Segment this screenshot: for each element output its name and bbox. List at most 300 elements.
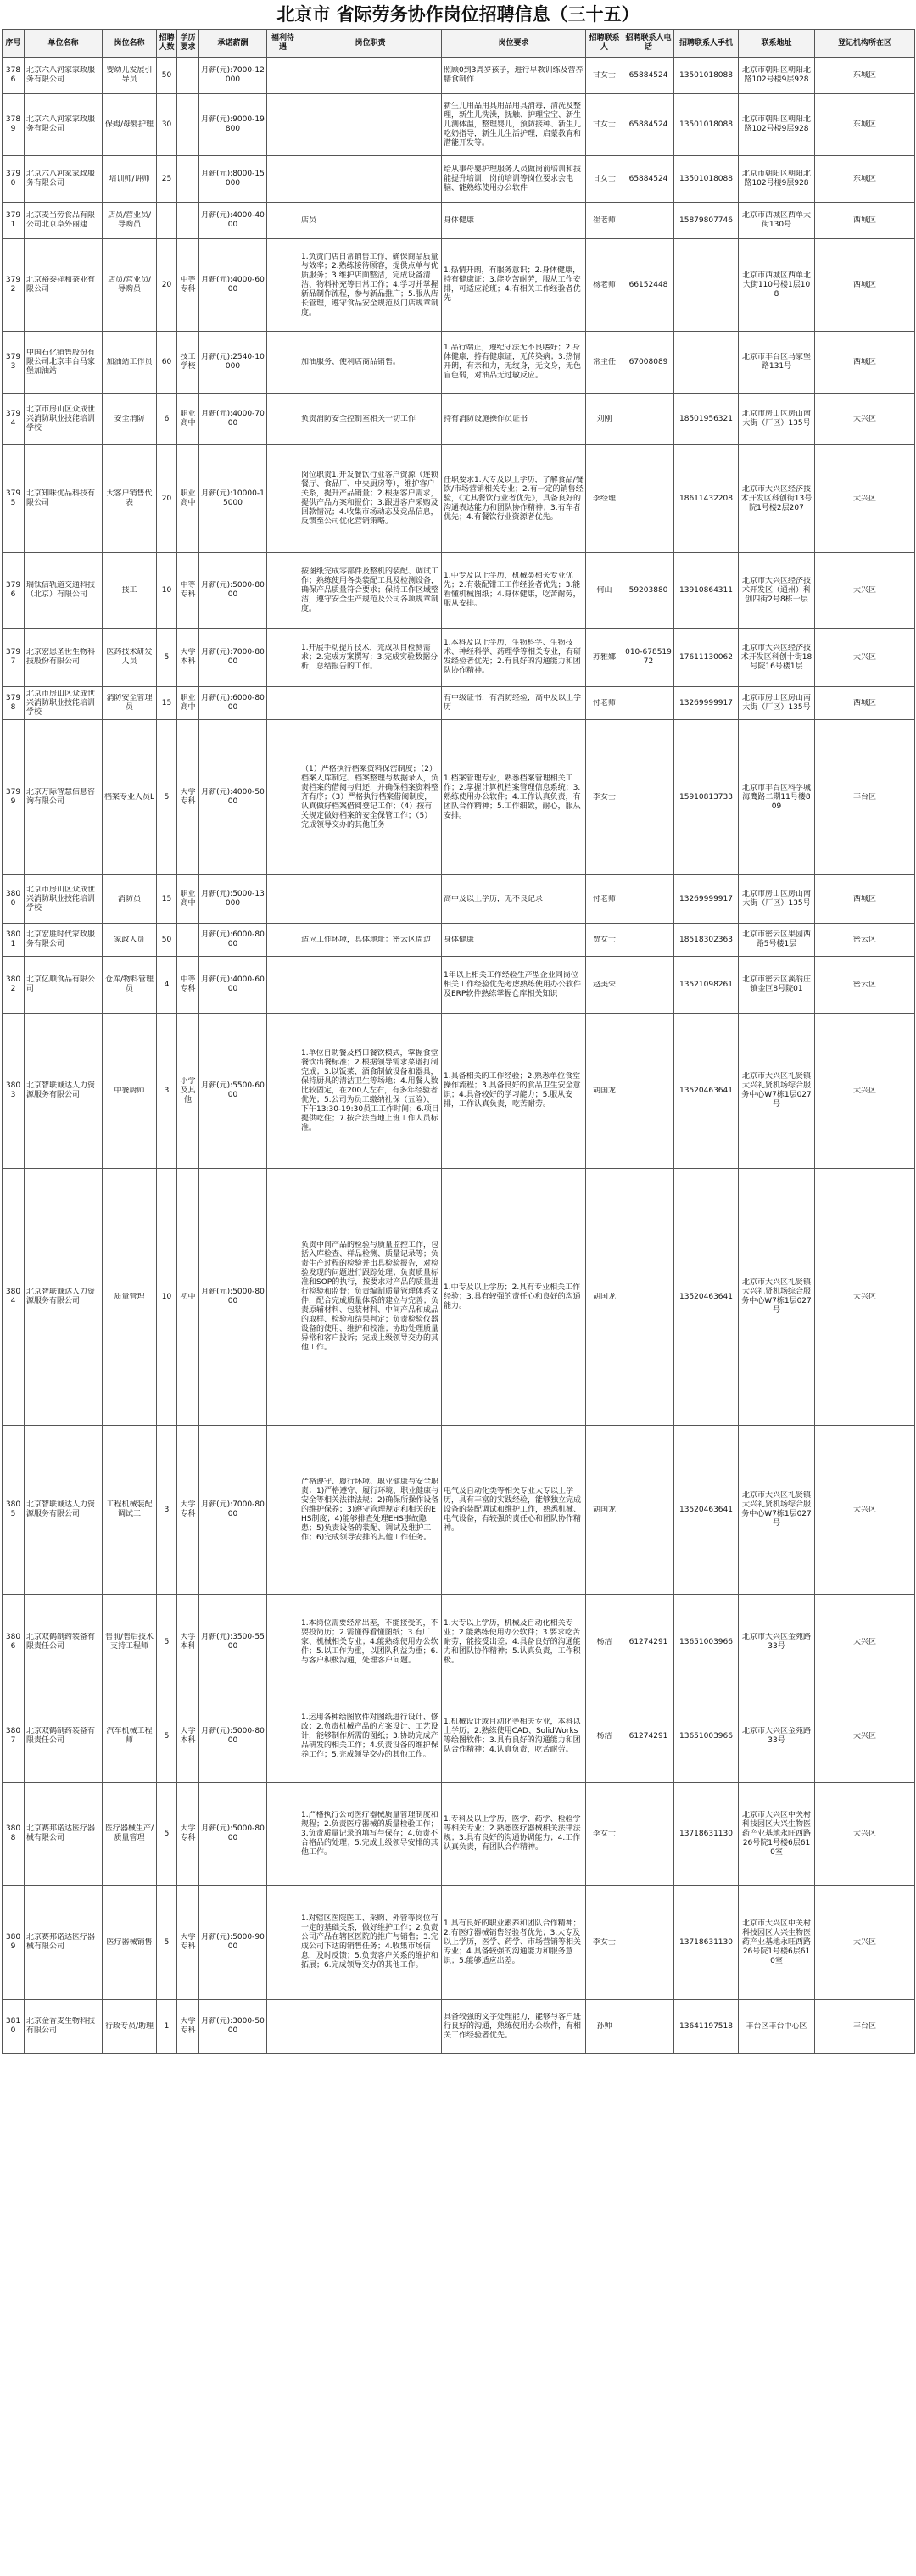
salary-text: 月薪(元):7000-12000: [201, 66, 265, 84]
education: [177, 156, 199, 203]
salary-text: 月薪(元):9000-19800: [201, 115, 265, 133]
company-name-text: 北京双鹤制药装备有限责任公司: [26, 1633, 96, 1651]
company-name-text: 北京金香麦生物科技有限公司: [26, 2017, 96, 2035]
welfare: [267, 239, 299, 332]
district: [815, 553, 915, 629]
education: [177, 924, 199, 957]
header-cell: 招聘联系人电话: [623, 30, 674, 58]
district: [815, 629, 915, 687]
contact-name-text: 苏雅娜: [592, 652, 616, 662]
job-duty-text: 岗位职责1.开发餐饮行业客户资源（连锁餐厅、食品厂、中央厨房等），维护客户关系，提升产品销量；2.根据客户需求，提供产品方案和报价；3.跟进客户采购及回款情况；4.收集市场动态及竞品信息，反馈至公司优化营销策略。: [301, 471, 438, 526]
job-duty: [299, 332, 442, 394]
position-name: [103, 2000, 157, 2054]
education-text: 小学及其他: [180, 1076, 196, 1104]
job-duty: [299, 1595, 442, 1690]
table-row: [3, 629, 915, 687]
contact-address: [739, 156, 815, 203]
salary: [199, 203, 267, 239]
salary-text: 月薪(元):4000-6000: [201, 276, 265, 293]
district: [815, 1426, 915, 1595]
education: [177, 1595, 199, 1690]
contact-address-text: 北京市大兴区经济技术开发区科创十街18号院16号楼1层: [740, 643, 813, 671]
hire-count-text: 5: [164, 1731, 170, 1741]
contact-mobile: [674, 1783, 739, 1886]
row-id-text: 3794: [5, 410, 21, 427]
job-duty-text: 1.开展手动提片技术，完成项目检测需求；2.完成方案撰写；3.完成实验数据分析，总结报告的工作。: [301, 643, 438, 671]
company-name-text: 北京宏恩圣世生物科技股份有限公司: [26, 648, 96, 666]
contact-address: [739, 1595, 815, 1690]
position-name: [103, 1595, 157, 1690]
position-name: [103, 687, 157, 720]
contact-tel: [623, 1169, 674, 1426]
position-name: [103, 58, 157, 94]
contact-address: [739, 2000, 815, 2054]
district: [815, 1690, 915, 1783]
job-requirement-text: 1.具备相关的工作经验；2.熟悉单位食堂操作流程；3.具备良好的食品卫生安全意识；4.具备较好的学习能力；5.服从安排，工作认真负责，吃苦耐劳。: [444, 1072, 581, 1109]
salary: [199, 394, 267, 445]
table-header-row: [3, 30, 915, 58]
salary-text: 月薪(元):5500-6000: [201, 1081, 265, 1099]
page-title: 北京市 省际劳务协作岗位招聘信息（三十五）: [276, 3, 640, 25]
contact-address-text: 北京市朝阳区朝阳北路102号楼9层928: [741, 66, 811, 84]
position-name: [103, 394, 157, 445]
education-text: 大学专科: [180, 1933, 196, 1951]
job-requirement-text: 持有消防设施操作员证书: [444, 414, 528, 423]
company-name-text: 北京双鹤制药装备有限责任公司: [26, 1727, 96, 1745]
header-cell: 学历要求: [177, 30, 199, 58]
company-name: [25, 94, 103, 156]
education-text: 中等专科: [180, 276, 196, 293]
job-duty: [299, 239, 442, 332]
salary-text: 月薪(元):4000-4000: [201, 211, 265, 229]
contact-name-text: 崔老师: [592, 215, 616, 225]
job-duty-text: 适应工作环境，具体地址：密云区周边: [301, 935, 432, 944]
position-name-text: 医疗器械生产/质量管理: [104, 1824, 154, 1842]
contact-address-text: 北京市朝阳区朝阳北路102号楼9层928: [741, 170, 811, 187]
salary-text: 月薪(元):7000-8000: [201, 648, 265, 666]
contact-name: [586, 2000, 623, 2054]
job-requirement: [442, 445, 586, 553]
welfare: [267, 553, 299, 629]
job-duty-text: 加油服务、便利店商品销售。: [301, 357, 401, 366]
salary: [199, 1595, 267, 1690]
contact-name: [586, 1014, 623, 1169]
job-requirement-text: 身体健康: [444, 215, 475, 225]
education: [177, 94, 199, 156]
row-id-text: 3806: [5, 1633, 21, 1651]
contact-name-text: 甘女士: [592, 70, 616, 80]
education: [177, 332, 199, 394]
salary: [199, 1886, 267, 2000]
contact-mobile-text: 13521098261: [679, 980, 733, 989]
row-id: [3, 1886, 25, 2000]
job-duty: [299, 1690, 442, 1783]
contact-address-text: 北京市丰台区马家堡路131号: [741, 353, 811, 371]
company-name: [25, 1690, 103, 1783]
welfare: [267, 687, 299, 720]
hire-count-text: 15: [161, 894, 172, 903]
job-requirement: [442, 1886, 586, 2000]
company-name: [25, 1426, 103, 1595]
contact-mobile-text: 13501018088: [679, 70, 733, 80]
welfare: [267, 1886, 299, 2000]
salary-text: 月薪(元):6000-8000: [201, 694, 265, 712]
position-name-text: 档案专业人员L: [104, 792, 154, 802]
row-id: [3, 924, 25, 957]
contact-name: [586, 394, 623, 445]
contact-address: [739, 394, 815, 445]
company-name-text: 北京市房山区众成世兴消防职业技能培训学校: [26, 885, 96, 913]
contact-address-text: 北京市大兴区金苑路33号: [741, 1633, 811, 1651]
contact-name-text: 杨老师: [592, 280, 616, 289]
contact-mobile: [674, 94, 739, 156]
position-name: [103, 875, 157, 924]
position-name-text: 工程机械装配调试工: [106, 1500, 153, 1518]
contact-name-text: 付老师: [592, 894, 616, 903]
district-text: 西城区: [852, 698, 876, 707]
company-name-text: 北京市房山区众成世兴消防职业技能培训学校: [26, 689, 96, 717]
hire-count-text: 25: [161, 174, 172, 183]
job-duty-text: 店员: [301, 215, 317, 225]
contact-address: [739, 957, 815, 1014]
job-requirement: [442, 2000, 586, 2054]
contact-mobile-text: 13651003966: [679, 1637, 733, 1646]
company-name: [25, 687, 103, 720]
district-text: 西城区: [852, 280, 876, 289]
row-id: [3, 203, 25, 239]
hire-count: [157, 94, 177, 156]
district-text: 大兴区: [852, 585, 876, 595]
job-duty: [299, 957, 442, 1014]
hire-count-text: 15: [161, 698, 172, 707]
company-name: [25, 1783, 103, 1886]
company-name: [25, 1595, 103, 1690]
district: [815, 875, 915, 924]
row-id: [3, 1783, 25, 1886]
contact-address: [739, 875, 815, 924]
position-name-text: 加油站工作员: [106, 357, 153, 366]
contact-mobile-text: 13718631130: [679, 1937, 733, 1947]
hire-count: [157, 1886, 177, 2000]
position-name: [103, 1783, 157, 1886]
district: [815, 1169, 915, 1426]
header-cell: 单位名称: [25, 30, 103, 58]
contact-name: [586, 332, 623, 394]
row-id-text: 3789: [5, 115, 21, 133]
position-name: [103, 720, 157, 875]
contact-mobile-text: 13651003966: [679, 1731, 733, 1741]
salary: [199, 1169, 267, 1426]
row-id-text: 3803: [5, 1081, 21, 1099]
position-name: [103, 1426, 157, 1595]
education: [177, 203, 199, 239]
company-name-text: 北京六八河家家政服务有限公司: [26, 115, 96, 133]
district-text: 西城区: [852, 357, 876, 366]
district-text: 东城区: [852, 174, 876, 183]
contact-address: [739, 58, 815, 94]
company-name-text: 北京麦当劳食品有限公司北京阜外丽建: [26, 211, 96, 229]
contact-tel-text: 61274291: [628, 1637, 668, 1646]
position-name-text: 店员/营业员/导购员: [107, 276, 152, 293]
company-name: [25, 720, 103, 875]
contact-mobile-text: 17611130062: [679, 652, 733, 662]
row-id-text: 3797: [5, 648, 21, 666]
district-text: 西城区: [852, 894, 876, 903]
contact-tel: [623, 394, 674, 445]
contact-mobile-text: 13520463641: [679, 1086, 733, 1095]
job-duty-text: 1.单位自助餐及档口餐饮模式，掌握食堂餐饮出餐标准；2.根据领导需求菜谱打制完成；3.以饭菜、酒食制做设备和器具，保持厨具的清洁卫生等场地；4.用餐人数比较固定，在200人左右，有多年经验者优先；5.公司为员工缴纳社保（五险）、下午13:30-19:30员工工作时间；6.项目提供吃住；7.按合法当地上班工作人员标准。: [301, 1048, 439, 1132]
salary: [199, 875, 267, 924]
hire-count: [157, 203, 177, 239]
header-cell: 序号: [3, 30, 25, 58]
contact-mobile-text: 18501956321: [679, 414, 733, 423]
contact-tel: [623, 957, 674, 1014]
district: [815, 720, 915, 875]
salary-text: 月薪(元):3500-5500: [201, 1633, 265, 1651]
district-text: 西城区: [852, 215, 876, 225]
table-row: [3, 2000, 915, 2054]
contact-name-text: 赵美荣: [592, 980, 616, 989]
position-name-text: 仓库/物料管理员: [104, 975, 154, 993]
contact-tel-text: 61274291: [628, 1731, 668, 1741]
contact-tel-text: 010-67851972: [625, 648, 672, 666]
district-text: 东城区: [852, 120, 876, 129]
position-name-text: 质量管理: [114, 1292, 145, 1301]
education-text: 职业高中: [180, 694, 196, 712]
contact-mobile: [674, 156, 739, 203]
table-row: [3, 203, 915, 239]
job-duty-text: 负责消防安全控制室相关一切工作: [301, 414, 416, 423]
job-requirement: [442, 687, 586, 720]
contact-mobile-text: 13718631130: [679, 1829, 733, 1838]
company-name-text: 北京智联诚达人力资源服务有限公司: [26, 1288, 96, 1305]
job-duty: [299, 720, 442, 875]
job-requirement-text: 新生儿用品用具用品用具消毒，清洗及整理，新生儿洗澡，抚触、护理宝宝、新生儿测体温，整理婴儿，预防接种、新生儿吃奶指导，新生儿生活护理，启蒙教育和潜能开发等。: [444, 101, 582, 148]
position-name-text: 店员/营业员/导购员: [107, 211, 152, 229]
education-text: 大学专科: [180, 788, 196, 806]
job-requirement-text: 任职要求1.大专及以上学历，了解食品/餐饮/市场营销相关专业；2.有一定的销售经验，《尤其餐饮行业者优先》，具备良好的沟通表达能力和团队协作精神；3.有车者优先；4.有餐饮行业资源者优先。: [444, 475, 584, 522]
district: [815, 94, 915, 156]
position-name: [103, 1690, 157, 1783]
contact-tel: [623, 203, 674, 239]
job-duty-text: 1.严格执行公司医疗器械质量管理制度和规程；2.负责医疗器械的质量检验工作；3.负责质量记录的填写与保存；4.负责不合格品的处理；5.完成上级领导安排的其他工作。: [301, 1810, 438, 1857]
hire-count-text: 20: [161, 494, 172, 503]
welfare: [267, 156, 299, 203]
district-text: 大兴区: [852, 1829, 876, 1838]
education: [177, 875, 199, 924]
welfare: [267, 1169, 299, 1426]
table-row: [3, 553, 915, 629]
education: [177, 1169, 199, 1426]
contact-address: [739, 239, 815, 332]
table-row: [3, 1014, 915, 1169]
contact-address: [739, 1886, 815, 2000]
row-id-text: 3798: [5, 694, 21, 712]
position-name-text: 中餐厨师: [114, 1086, 145, 1095]
contact-mobile: [674, 1886, 739, 2000]
contact-name: [586, 1169, 623, 1426]
hire-count-text: 5: [164, 652, 170, 662]
contact-tel: [623, 239, 674, 332]
district: [815, 2000, 915, 2054]
company-name: [25, 1169, 103, 1426]
job-duty: [299, 1426, 442, 1595]
job-duty: [299, 156, 442, 203]
contact-name-text: 甘女士: [592, 120, 616, 129]
hire-count: [157, 1426, 177, 1595]
table-row: [3, 394, 915, 445]
contact-mobile: [674, 957, 739, 1014]
position-name: [103, 239, 157, 332]
position-name-text: 消防员: [117, 894, 141, 903]
position-name: [103, 203, 157, 239]
table-row: [3, 1426, 915, 1595]
hire-count-text: 1: [164, 2021, 170, 2031]
company-name-text: 北京智联诚达人力资源服务有限公司: [26, 1081, 96, 1099]
contact-name: [586, 875, 623, 924]
contact-name: [586, 1886, 623, 2000]
welfare: [267, 394, 299, 445]
company-name: [25, 445, 103, 553]
table-row: [3, 1690, 915, 1783]
company-name-text: 北京知味优品科技有限公司: [26, 489, 96, 507]
hire-count: [157, 1690, 177, 1783]
job-requirement: [442, 924, 586, 957]
contact-address: [739, 1690, 815, 1783]
hire-count: [157, 2000, 177, 2054]
job-duty: [299, 1169, 442, 1426]
salary: [199, 2000, 267, 2054]
education-text: 职业高中: [180, 489, 196, 507]
hire-count-text: 10: [161, 585, 172, 595]
row-id: [3, 687, 25, 720]
hire-count-text: 50: [161, 935, 172, 944]
company-name: [25, 1886, 103, 2000]
hire-count-text: 3: [164, 1505, 170, 1514]
hire-count: [157, 1169, 177, 1426]
contact-name: [586, 957, 623, 1014]
education: [177, 1783, 199, 1886]
contact-name-text: 李女士: [592, 1829, 616, 1838]
header-cell: 招聘人数: [157, 30, 177, 58]
job-duty: [299, 553, 442, 629]
hire-count: [157, 239, 177, 332]
hire-count-text: 3: [164, 1086, 170, 1095]
district: [815, 203, 915, 239]
job-requirement-text: 1.中专及以上学历，机械类相关专业优先；2.有装配钳工工作经验者优先；3.能看懂机械图纸；4.身体健康，吃苦耐劳，服从安排。: [444, 572, 581, 608]
header-cell: 招聘联系人: [586, 30, 623, 58]
job-requirement: [442, 1014, 586, 1169]
contact-name: [586, 1426, 623, 1595]
district: [815, 924, 915, 957]
contact-address: [739, 203, 815, 239]
contact-name: [586, 156, 623, 203]
contact-tel: [623, 553, 674, 629]
position-name-text: 大客户销售代表: [106, 489, 153, 507]
row-id-text: 3793: [5, 353, 21, 371]
job-requirement: [442, 1169, 586, 1426]
contact-tel-text: 65884524: [628, 174, 668, 183]
table-row: [3, 445, 915, 553]
job-duty-text: 按图纸完成零部件及整机的装配、调试工作；熟练使用各类装配工具及检测设备，确保产品质量符合要求；保持工作区域整洁，遵守安全生产规范及公司各项规章制度。: [301, 567, 439, 613]
header-cell: 联系地址: [739, 30, 815, 58]
row-id-text: 3805: [5, 1500, 21, 1518]
contact-name-text: 常主任: [592, 357, 616, 366]
job-requirement: [442, 156, 586, 203]
contact-mobile: [674, 1690, 739, 1783]
district-text: 大兴区: [852, 494, 876, 503]
contact-tel-text: 66152448: [628, 280, 668, 289]
contact-address: [739, 1426, 815, 1595]
contact-tel: [623, 332, 674, 394]
row-id: [3, 445, 25, 553]
job-duty: [299, 687, 442, 720]
company-name: [25, 1014, 103, 1169]
job-requirement: [442, 1783, 586, 1886]
salary-text: 月薪(元):7000-8000: [201, 1500, 265, 1518]
contact-tel-text: 59203880: [628, 585, 668, 595]
salary: [199, 156, 267, 203]
company-name-text: 北京六八河家家政服务有限公司: [26, 170, 96, 187]
contact-tel: [623, 720, 674, 875]
job-duty-text: 1.本岗位需要经常出差，不能接受的，不要投简历；2.需懂得看懂图纸；3.有厂家、机械相关专业；4.能熟练使用办公软件；5.以工作为重，以团队利益为重；6.与客户积极沟通，处理客户问题。: [301, 1618, 438, 1665]
job-requirement: [442, 58, 586, 94]
company-name-text: 北京六八河家家政服务有限公司: [26, 66, 96, 84]
contact-address: [739, 332, 815, 394]
salary: [199, 1690, 267, 1783]
row-id: [3, 156, 25, 203]
salary: [199, 629, 267, 687]
company-name: [25, 58, 103, 94]
table-row: [3, 720, 915, 875]
contact-tel: [623, 924, 674, 957]
education-text: 大学专科: [180, 1500, 196, 1518]
job-duty-text: 负责中间产品的检验与质量监控工作，包括入库检查、样品检测、质量记录等；负责生产过程的检验并出具检验报告，对检验发现的问题进行跟踪处理；负责质量标准和SOP的执行，按要求对产品的质量进行检验和监督；负责编制质量管理体系文件，配合完成质量体系的建立与完善；负责原辅材料、包装材料、中间产品和成品的取样、检验和结果判定；负责检验仪器设备的使用、维护和校准；协助处理质量异常和客户投诉；完成上级领导交办的其他工作。: [301, 1241, 439, 1352]
company-name: [25, 394, 103, 445]
row-id-text: 3807: [5, 1727, 21, 1745]
contact-address-text: 北京市朝阳区朝阳北路102号楼9层928: [741, 115, 811, 133]
job-duty: [299, 1886, 442, 2000]
row-id: [3, 1690, 25, 1783]
contact-name-text: 贾女士: [592, 935, 616, 944]
district-text: 丰台区: [852, 792, 876, 802]
contact-name-text: 付老师: [592, 698, 616, 707]
job-duty: [299, 1014, 442, 1169]
welfare: [267, 629, 299, 687]
job-table: [2, 29, 915, 2054]
contact-name: [586, 94, 623, 156]
job-table-body: [3, 58, 915, 2054]
contact-address: [739, 720, 815, 875]
contact-mobile: [674, 720, 739, 875]
district: [815, 1595, 915, 1690]
header-cell: 岗位要求: [442, 30, 586, 58]
company-name-text: 北京裕泰祥和茶业有限公司: [26, 276, 96, 293]
position-name: [103, 445, 157, 553]
contact-address-text: 北京市大兴区礼贤镇大兴礼贤机场综合服务中心W7栋1层027号: [741, 1491, 812, 1528]
contact-tel: [623, 1690, 674, 1783]
company-name: [25, 239, 103, 332]
salary: [199, 58, 267, 94]
hire-count-text: 30: [161, 120, 172, 129]
job-requirement-text: 1.品行端正，遵纪守法无不良嗜好；2.身体健康，持有健康证，无传染病；3.热情开朗，有亲和力，无纹身，无文身，无色盲色弱，对油品无过敏反应。: [444, 344, 582, 380]
contact-name: [586, 1690, 623, 1783]
contact-address-text: 北京市大兴区经济技术开发区（通州）科创四街2号8栋一层: [741, 576, 811, 604]
contact-mobile-text: 13269999917: [679, 894, 733, 903]
hire-count-text: 5: [164, 792, 170, 802]
salary-text: 月薪(元):4000-7000: [201, 410, 265, 427]
row-id: [3, 553, 25, 629]
